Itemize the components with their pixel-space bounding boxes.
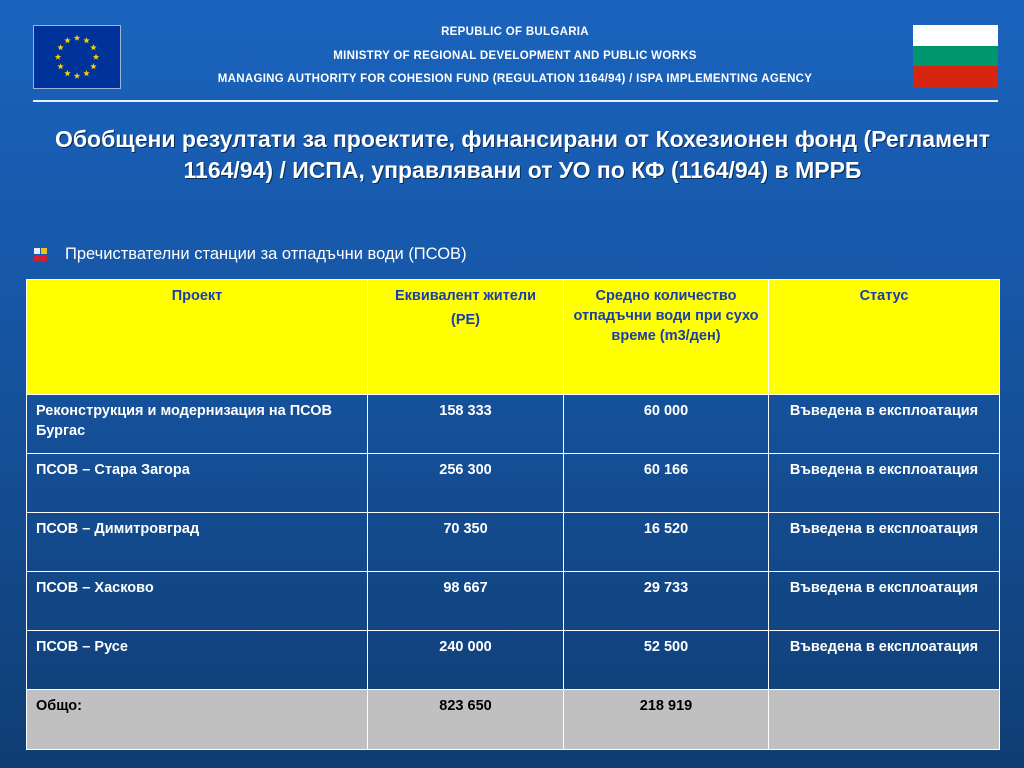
eu-flag [33,25,121,89]
total-label: Общо: [27,690,368,750]
table-total-row [27,690,1000,750]
bullet-icon [34,248,47,261]
cell-status: Въведена в експлоатация [769,572,1000,631]
header-divider [33,100,998,102]
cell-status: Въведена в експлоатация [769,454,1000,513]
table-row [27,513,1000,572]
header-line-2: MINISTRY OF REGIONAL DEVELOPMENT AND PUBLIC WORKS [333,49,697,62]
total-status [769,690,1000,750]
table-row [27,572,1000,631]
total-avg: 218 919 [564,690,769,750]
header-status: Статус [769,280,1000,395]
table-header-row [27,280,1000,395]
header-line-3: MANAGING AUTHORITY FOR COHESION FUND (REGULATION 1164/94) / ISPA IMPLEMENTING AGENCY [217,73,813,85]
results-table [26,279,1000,750]
cell-project: Реконструкция и модернизация на ПСОВ Бургас [27,395,368,454]
header-avg: Средно количество отпадъчни води при сухо време (m3/ден) [564,280,769,395]
total-pe: 823 650 [368,690,564,750]
cell-pe: 256 300 [368,454,564,513]
cell-pe: 240 000 [368,631,564,690]
table-row [27,395,1000,454]
header-project: Проект [27,280,368,395]
bulgarian-flag [913,25,998,87]
cell-project: ПСОВ – Димитровград [27,513,368,572]
cell-avg: 52 500 [564,631,769,690]
cell-status: Въведена в експлоатация [769,395,1000,454]
cell-pe: 158 333 [368,395,564,454]
cell-project: ПСОВ – Стара Загора [27,454,368,513]
cell-pe: 98 667 [368,572,564,631]
header [130,21,900,92]
cell-avg: 60 000 [564,395,769,454]
bg-flag-red-stripe [913,66,998,87]
subtitle-line [34,245,467,264]
eu-flag-icon [34,26,120,88]
cell-pe: 70 350 [368,513,564,572]
cell-avg: 16 520 [564,513,769,572]
bg-flag-green-stripe [913,46,998,67]
page-title: Обобщени резултати за проектите, финансирани от Кохезионен фонд (Регламент 1164/94) / ИСПА, управлявани от УО по КФ (1164/94) в МРРБ [54,126,991,183]
cell-project: ПСОВ – Русе [27,631,368,690]
cell-status: Въведена в експлоатация [769,513,1000,572]
header-pe [368,280,564,395]
cell-status: Въведена в експлоатация [769,631,1000,690]
cell-project: ПСОВ – Хасково [27,572,368,631]
subtitle: Пречиствателни станции за отпадъчни води (ПСОВ) [65,245,467,263]
cell-avg: 60 166 [564,454,769,513]
table-row [27,454,1000,513]
header-pe-line1: Еквивалент жители [395,288,536,304]
header-line-1: REPUBLIC OF BULGARIA [441,26,589,38]
table-row [27,631,1000,690]
bg-flag-white-stripe [913,25,998,46]
header-pe-line2: (РЕ) [451,312,480,328]
cell-avg: 29 733 [564,572,769,631]
